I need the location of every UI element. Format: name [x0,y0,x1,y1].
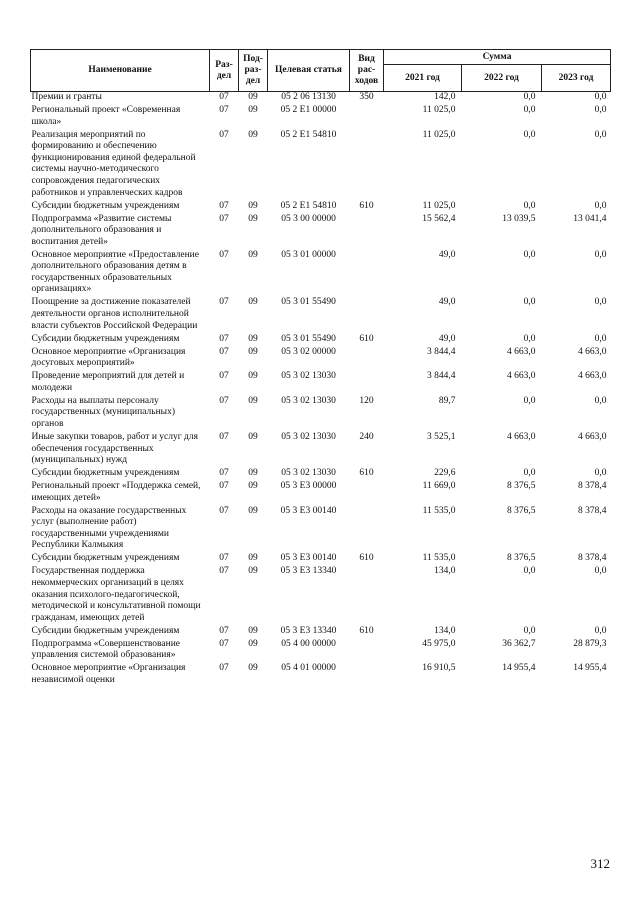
row-sum-2022: 36 362,7 [502,638,536,649]
row-sum-2022: 4 663,0 [507,431,536,442]
row-sum-2021: 49,0 [438,249,456,260]
row-name: Субсидии бюджетным учреждениям [31,333,180,344]
row-podrazdel: 09 [248,333,258,344]
row-razdel: 07 [219,200,229,211]
row-sum-2023: 0,0 [594,129,607,140]
row-name: Иные закупки товаров, работ и услуг для обеспечения государственных (муниципальных) нужд [31,431,198,466]
row-name: Субсидии бюджетным учреждениям [31,625,180,636]
row-sum-2021: 11 025,0 [422,129,456,140]
row-sum-2022: 4 663,0 [507,346,536,357]
row-sum-2023: 28 879,3 [573,638,607,649]
row-sum-2022: 0,0 [523,395,536,406]
row-vid-raskhodov: 610 [359,333,374,344]
table-row [31,506,611,554]
row-name: Премии и гранты [31,92,102,102]
table-row [31,663,611,688]
table-row [31,214,611,250]
row-vid-raskhodov: 610 [359,468,374,479]
row-podrazdel: 09 [248,625,258,636]
row-sum-2021: 49,0 [438,297,456,308]
row-name: Субсидии бюджетным учреждениям [31,200,180,211]
row-sum-2023: 0,0 [594,200,607,211]
row-podrazdel: 09 [248,663,258,674]
row-sum-2023: 4 663,0 [578,346,607,357]
row-sum-2021: 89,7 [438,395,456,406]
row-sum-2021: 229,6 [434,468,456,479]
row-celevaya-statya: 05 3 02 13030 [281,371,336,382]
row-celevaya-statya: 05 2 E1 00000 [280,104,337,115]
row-sum-2022: 0,0 [523,566,536,577]
table-row [31,566,611,625]
row-name: Расходы на выплаты персоналу государственных (муниципальных) органов [31,395,175,429]
header-summa: Сумма [384,50,611,65]
row-vid-raskhodov [350,214,384,250]
row-sum-2022: 8 376,5 [507,505,536,516]
row-celevaya-statya: 05 3 E3 00140 [280,553,337,564]
row-razdel: 07 [219,431,229,442]
table-row [31,334,611,347]
row-sum-2021: 11 025,0 [422,200,456,211]
row-razdel: 07 [219,663,229,674]
table-row [31,432,611,468]
table-row [31,297,611,333]
row-sum-2023: 0,0 [594,625,607,636]
row-podrazdel: 09 [248,346,258,357]
row-celevaya-statya: 05 2 06 13130 [281,92,336,102]
row-podrazdel: 09 [248,92,258,102]
row-name: Проведение мероприятий для детей и молодежи [31,371,185,393]
row-celevaya-statya: 05 3 00 00000 [281,213,336,224]
row-razdel: 07 [219,395,229,406]
row-sum-2023: 4 663,0 [578,371,607,382]
row-sum-2022: 0,0 [523,468,536,479]
row-celevaya-statya: 05 3 01 00000 [281,249,336,260]
row-podrazdel: 09 [248,468,258,479]
row-razdel: 07 [219,333,229,344]
row-podrazdel: 09 [248,249,258,260]
row-sum-2023: 13 041,4 [573,213,607,224]
row-sum-2023: 0,0 [594,297,607,308]
row-name: Региональный проект «Современная школа» [31,104,181,127]
row-sum-2023: 8 378,4 [578,505,607,516]
row-vid-raskhodov: 610 [359,625,374,636]
table-row [31,130,611,201]
row-celevaya-statya: 05 2 E1 54810 [280,200,337,211]
row-vid-raskhodov [350,347,384,372]
row-podrazdel: 09 [248,213,258,224]
table-body [31,92,611,688]
row-razdel: 07 [219,297,229,308]
row-sum-2021: 11 535,0 [422,505,456,516]
row-sum-2021: 134,0 [434,566,456,577]
row-celevaya-statya: 05 3 02 13030 [281,468,336,479]
row-vid-raskhodov [350,506,384,554]
row-vid-raskhodov: 350 [359,92,374,102]
header-year-2022: 2022 год [462,65,542,92]
header-celevaya-statya: Целевая статья [268,50,350,92]
row-sum-2022: 0,0 [523,297,536,308]
table-row [31,481,611,506]
row-sum-2023: 4 663,0 [578,431,607,442]
header-razdel: Раз-дел [210,50,239,92]
row-razdel: 07 [219,566,229,577]
row-sum-2021: 3 525,1 [427,431,456,442]
row-razdel: 07 [219,468,229,479]
row-vid-raskhodov: 120 [359,395,374,406]
row-celevaya-statya: 05 3 E3 13340 [280,625,337,636]
row-sum-2023: 0,0 [594,333,607,344]
row-sum-2022: 0,0 [523,92,536,102]
row-razdel: 07 [219,129,229,140]
row-razdel: 07 [219,249,229,260]
row-celevaya-statya: 05 3 02 13030 [281,431,336,442]
header-name: Наименование [31,50,210,92]
row-sum-2021: 3 844,4 [427,346,456,357]
table-row [31,250,611,298]
row-sum-2023: 0,0 [594,395,607,406]
row-podrazdel: 09 [248,297,258,308]
row-name: Основное мероприятие «Организация досуговых мероприятий» [31,346,186,369]
row-sum-2021: 49,0 [438,333,456,344]
row-sum-2022: 0,0 [523,249,536,260]
row-vid-raskhodov [350,105,384,130]
row-name: Субсидии бюджетным учреждениям [31,468,180,479]
row-sum-2021: 45 975,0 [422,638,456,649]
row-name: Основное мероприятие «Организация независимой оценки [31,663,186,685]
row-podrazdel: 09 [248,129,258,140]
table-row [31,468,611,481]
row-razdel: 07 [219,505,229,516]
row-celevaya-statya: 05 4 00 00000 [281,638,336,649]
row-podrazdel: 09 [248,200,258,211]
header-year-2021: 2021 год [384,65,462,92]
row-celevaya-statya: 05 2 E1 54810 [280,129,337,140]
row-podrazdel: 09 [248,566,258,577]
row-vid-raskhodov: 610 [359,553,374,564]
row-name: Подпрограмма «Совершенствование управления системой образования» [31,638,181,661]
row-sum-2021: 11 669,0 [422,481,456,492]
header-vid-raskhodov: Вид рас-ходов [350,50,384,92]
row-sum-2022: 4 663,0 [507,371,536,382]
table-row [31,92,611,105]
row-razdel: 07 [219,638,229,649]
row-vid-raskhodov [350,297,384,333]
row-name: Подпрограмма «Развитие системы дополнительного образования и воспитания детей» [31,213,172,247]
row-sum-2023: 8 378,4 [578,553,607,564]
table-row [31,396,611,432]
row-name: Основное мероприятие «Предоставление дополнительного образования детям в государственных образовательных организациях» [31,249,199,295]
row-podrazdel: 09 [248,395,258,406]
row-vid-raskhodov [350,663,384,688]
row-sum-2022: 0,0 [523,129,536,140]
row-razdel: 07 [219,104,229,115]
row-razdel: 07 [219,553,229,564]
row-podrazdel: 09 [248,553,258,564]
row-sum-2021: 11 535,0 [422,553,456,564]
row-name: Региональный проект «Поддержка семей, имеющих детей» [31,481,201,503]
row-name: Субсидии бюджетным учреждениям [31,553,180,564]
table-row [31,626,611,639]
header-podrazdel: Под-раз-дел [239,50,268,92]
row-sum-2023: 0,0 [594,92,607,102]
table-header [31,50,611,92]
row-sum-2022: 8 376,5 [507,553,536,564]
row-celevaya-statya: 05 3 E3 00000 [280,481,337,492]
row-vid-raskhodov: 240 [359,431,374,442]
row-sum-2022: 8 376,5 [507,481,536,492]
row-sum-2021: 142,0 [434,92,456,102]
row-podrazdel: 09 [248,431,258,442]
row-sum-2022: 13 039,5 [502,213,536,224]
page-number: 312 [590,856,610,871]
row-sum-2021: 134,0 [434,625,456,636]
row-razdel: 07 [219,625,229,636]
row-razdel: 07 [219,213,229,224]
budget-table-sheet [30,49,610,688]
row-celevaya-statya: 05 3 01 55490 [281,333,336,344]
row-vid-raskhodov [350,639,384,664]
table-row [31,553,611,566]
table-row [31,201,611,214]
row-razdel: 07 [219,92,229,102]
row-podrazdel: 09 [248,505,258,516]
row-podrazdel: 09 [248,638,258,649]
table-row [31,347,611,372]
row-celevaya-statya: 05 3 E3 13340 [280,566,337,577]
row-sum-2023: 0,0 [594,566,607,577]
row-sum-2022: 0,0 [523,625,536,636]
row-sum-2021: 3 844,4 [427,371,456,382]
row-name: Расходы на оказание государственных услуг (выполнение работ) государственными учреждениями Республики Калмыкия [31,505,187,551]
row-razdel: 07 [219,481,229,492]
row-sum-2021: 16 910,5 [422,663,456,674]
row-name: Реализация мероприятий по формированию и обеспечению функционирования единой федеральной системы научно-методического сопровождения педагогических работников и управленческих кадров [31,129,196,198]
row-name: Государственная поддержка некоммерческих организаций в целях оказания психолого-педагогической, методической и консультативной помощи гражданам, имеющих детей [31,566,201,623]
row-celevaya-statya: 05 3 E3 00140 [280,505,337,516]
table-row [31,639,611,664]
row-sum-2022: 0,0 [523,200,536,211]
row-vid-raskhodov [350,481,384,506]
row-name: Поощрение за достижение показателей деятельности органов исполнительной власти субъектов Российской Федерации [31,297,198,331]
row-podrazdel: 09 [248,104,258,115]
row-vid-raskhodov [350,130,384,201]
row-celevaya-statya: 05 3 02 13030 [281,395,336,406]
row-podrazdel: 09 [248,481,258,492]
row-sum-2023: 8 378,4 [578,481,607,492]
row-sum-2023: 14 955,4 [573,663,607,674]
header-year-2023: 2023 год [542,65,611,92]
budget-table [30,49,611,688]
row-sum-2023: 0,0 [594,249,607,260]
row-razdel: 07 [219,346,229,357]
row-razdel: 07 [219,371,229,382]
row-podrazdel: 09 [248,371,258,382]
row-sum-2021: 11 025,0 [422,104,456,115]
row-sum-2023: 0,0 [594,104,607,115]
row-celevaya-statya: 05 3 01 55490 [281,297,336,308]
row-vid-raskhodov [350,566,384,625]
row-sum-2021: 15 562,4 [422,213,456,224]
row-sum-2023: 0,0 [594,468,607,479]
row-celevaya-statya: 05 3 02 00000 [281,346,336,357]
row-sum-2022: 14 955,4 [502,663,536,674]
row-celevaya-statya: 05 4 01 00000 [281,663,336,674]
table-row [31,371,611,396]
row-vid-raskhodov: 610 [359,200,374,211]
row-sum-2022: 0,0 [523,104,536,115]
row-sum-2022: 0,0 [523,333,536,344]
table-row [31,105,611,130]
row-vid-raskhodov [350,371,384,396]
row-vid-raskhodov [350,250,384,298]
